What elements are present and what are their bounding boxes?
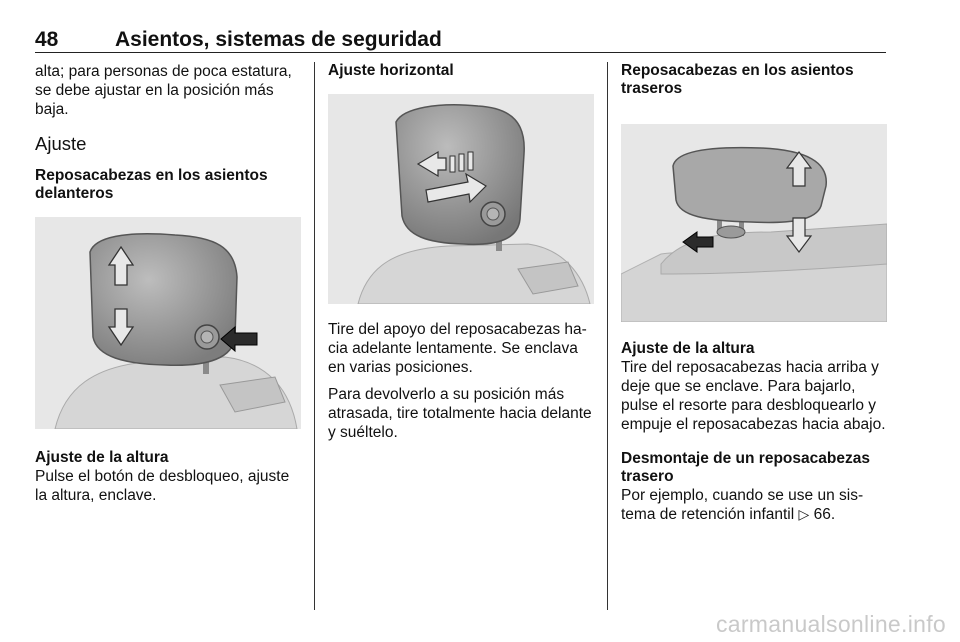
subsection-heading: Reposacabezas en los asientos delanteros [35,167,268,202]
front-headrest-illustration [35,217,301,429]
watermark: carmanualsonline.info [715,611,946,637]
column-1 [35,62,301,505]
horizontal-adjust-drawing [328,94,594,304]
rear-headrest-illustration [621,124,887,322]
column-2 [328,62,594,442]
page-number: 48 [35,28,59,51]
paragraph: Tire del reposacabezas hacia arriba y deje que se enclave. Para bajarlo, pulse el resorte para desbloquearlo y empuje el reposacabezas hacia abajo. [621,359,886,433]
intro-text: alta; para personas de poca estatura, se debe ajustar en la posición más baja. [35,63,292,118]
paragraph: Tire del apoyo del reposacabezas hacia adelante lentamente. Se enclava en varias posiciones. [328,321,587,376]
column-divider [314,62,315,610]
section-heading: Ajuste [35,133,87,154]
front-headrest-drawing [35,217,301,429]
subsection-heading: Reposacabezas en los asientos traseros [621,62,854,97]
paragraph [621,486,889,524]
page-reference-arrow-icon: ▷ [798,506,810,522]
page-title: Asientos, sistemas de seguridad [115,28,442,51]
page-header [35,26,886,53]
paragraph: Para devolverlo a su posición más atrasada, tire totalmente hacia delante y suéltelo. [328,386,592,441]
column-3 [621,62,889,524]
figure-caption-heading: Ajuste de la altura [35,449,169,466]
page-reference-link[interactable]: 66. [813,506,836,523]
figure-caption-text: Pulse el botón de desbloqueo, ajuste la altura, enclave. [35,468,290,504]
column-divider [607,62,608,610]
rear-headrest-drawing [621,124,887,322]
subsection-heading: Ajuste de la altura [621,340,755,357]
paragraph-text: Por ejemplo, cuando se use un sistema de retención infantil [621,487,864,523]
subsection-heading: Ajuste horizontal [328,62,454,79]
subsection-heading: Desmontaje de un reposacabezas trasero [621,450,870,485]
horizontal-adjust-illustration [328,94,594,304]
